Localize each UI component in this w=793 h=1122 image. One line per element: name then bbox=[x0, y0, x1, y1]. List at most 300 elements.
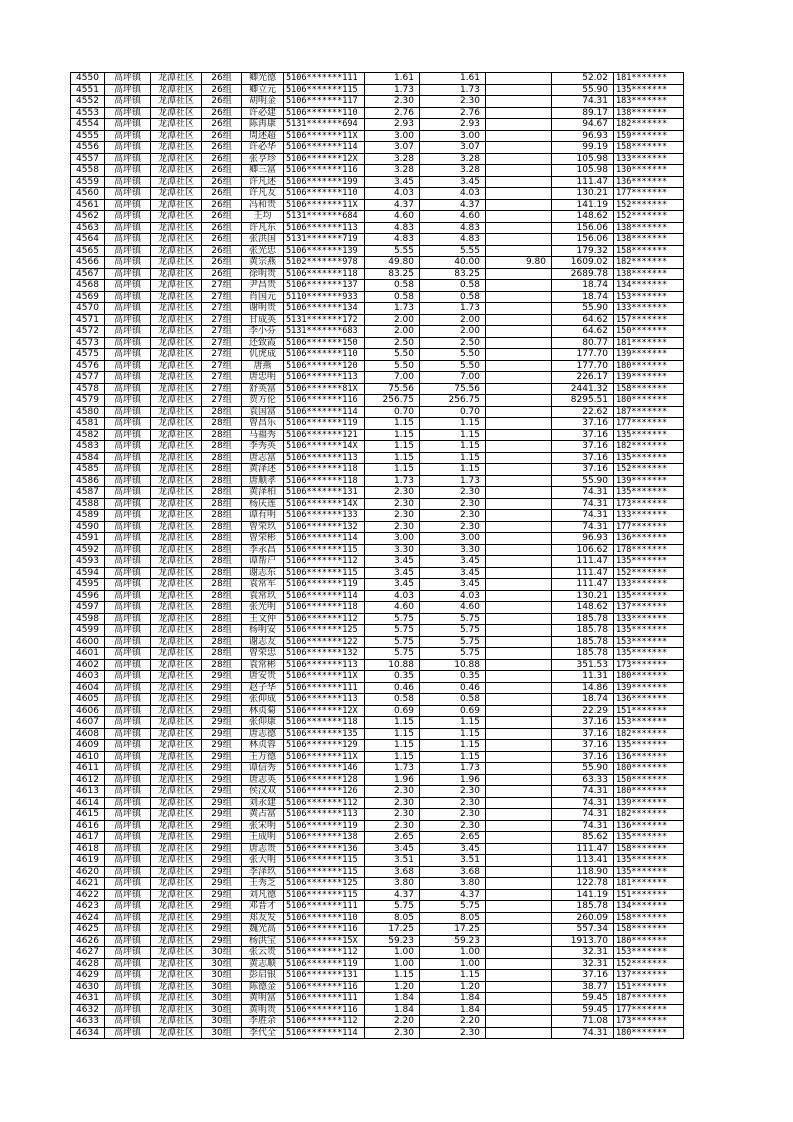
cell-area: 17.25 bbox=[365, 924, 420, 936]
cell-town: 高坪镇 bbox=[105, 96, 151, 108]
cell-community: 龙潭社区 bbox=[151, 429, 202, 441]
cell-group: 30组 bbox=[202, 1004, 242, 1016]
cell-town: 高坪镇 bbox=[105, 682, 151, 694]
cell-town: 高坪镇 bbox=[105, 947, 151, 959]
cell-amount: 113.41 bbox=[552, 855, 614, 867]
table-row bbox=[71, 774, 684, 786]
cell-amount: 37.16 bbox=[552, 429, 614, 441]
cell-name: 唐志贵 bbox=[242, 843, 284, 855]
cell-area-2: 3.45 bbox=[420, 843, 486, 855]
cell-community: 龙潭社区 bbox=[151, 464, 202, 476]
cell-extra bbox=[486, 487, 552, 499]
cell-extra bbox=[486, 797, 552, 809]
cell-extra bbox=[486, 774, 552, 786]
cell-name: 张亨珍 bbox=[242, 153, 284, 165]
cell-phone: 135******* bbox=[614, 855, 684, 867]
cell-amount: 105.98 bbox=[552, 153, 614, 165]
cell-area: 3.07 bbox=[365, 142, 420, 154]
cell-community: 龙潭社区 bbox=[151, 924, 202, 936]
cell-town: 高坪镇 bbox=[105, 832, 151, 844]
cell-id-number: 5106*******121 bbox=[284, 429, 365, 441]
cell-extra bbox=[486, 222, 552, 234]
cell-area: 7.00 bbox=[365, 372, 420, 384]
cell-extra bbox=[486, 291, 552, 303]
cell-id-number: 5106*******112 bbox=[284, 556, 365, 568]
cell-area: 1.15 bbox=[365, 970, 420, 982]
cell-area: 3.00 bbox=[365, 130, 420, 142]
cell-seq: 4586 bbox=[71, 475, 105, 487]
cell-area-2: 83.25 bbox=[420, 268, 486, 280]
cell-name: 李代全 bbox=[242, 1027, 284, 1039]
cell-extra: 9.80 bbox=[486, 257, 552, 269]
cell-phone: 152******* bbox=[614, 199, 684, 211]
cell-group: 29组 bbox=[202, 682, 242, 694]
cell-name: 王均 bbox=[242, 211, 284, 223]
cell-group: 27组 bbox=[202, 314, 242, 326]
cell-id-number: 5106*******132 bbox=[284, 648, 365, 660]
cell-community: 龙潭社区 bbox=[151, 1004, 202, 1016]
cell-area: 4.83 bbox=[365, 222, 420, 234]
cell-amount: 111.47 bbox=[552, 567, 614, 579]
cell-area-2: 3.45 bbox=[420, 176, 486, 188]
cell-phone: 158******* bbox=[614, 383, 684, 395]
cell-extra bbox=[486, 705, 552, 717]
cell-amount: 141.19 bbox=[552, 199, 614, 211]
cell-community: 龙潭社区 bbox=[151, 142, 202, 154]
cell-seq: 4610 bbox=[71, 751, 105, 763]
cell-group: 26组 bbox=[202, 107, 242, 119]
cell-name: 唐忠明 bbox=[242, 372, 284, 384]
cell-area: 8.05 bbox=[365, 912, 420, 924]
cell-id-number: 5106*******81X bbox=[284, 383, 365, 395]
cell-name: 卿三富 bbox=[242, 165, 284, 177]
cell-town: 高坪镇 bbox=[105, 176, 151, 188]
cell-phone: 135******* bbox=[614, 487, 684, 499]
cell-town: 高坪镇 bbox=[105, 360, 151, 372]
cell-area: 4.83 bbox=[365, 234, 420, 246]
cell-id-number: 5106*******113 bbox=[284, 372, 365, 384]
cell-extra bbox=[486, 268, 552, 280]
cell-phone: 187******* bbox=[614, 993, 684, 1005]
cell-town: 高坪镇 bbox=[105, 636, 151, 648]
cell-area: 1.84 bbox=[365, 993, 420, 1005]
cell-extra bbox=[486, 1016, 552, 1028]
cell-community: 龙潭社区 bbox=[151, 441, 202, 453]
cell-seq: 4589 bbox=[71, 510, 105, 522]
cell-town: 高坪镇 bbox=[105, 671, 151, 683]
cell-name: 王文仲 bbox=[242, 613, 284, 625]
cell-extra bbox=[486, 165, 552, 177]
cell-id-number: 5106*******115 bbox=[284, 544, 365, 556]
cell-seq: 4609 bbox=[71, 740, 105, 752]
cell-area: 1.15 bbox=[365, 740, 420, 752]
cell-name: 李泽玖 bbox=[242, 866, 284, 878]
cell-group: 27组 bbox=[202, 360, 242, 372]
cell-community: 龙潭社区 bbox=[151, 590, 202, 602]
cell-area: 1.00 bbox=[365, 947, 420, 959]
cell-town: 高坪镇 bbox=[105, 970, 151, 982]
cell-area-2: 5.55 bbox=[420, 245, 486, 257]
cell-id-number: 5106*******132 bbox=[284, 521, 365, 533]
cell-town: 高坪镇 bbox=[105, 510, 151, 522]
cell-amount: 557.34 bbox=[552, 924, 614, 936]
cell-seq: 4568 bbox=[71, 280, 105, 292]
cell-town: 高坪镇 bbox=[105, 498, 151, 510]
cell-seq: 4615 bbox=[71, 809, 105, 821]
cell-seq: 4575 bbox=[71, 349, 105, 361]
cell-name: 杨明安 bbox=[242, 625, 284, 637]
cell-group: 28组 bbox=[202, 406, 242, 418]
cell-phone: 152******* bbox=[614, 567, 684, 579]
cell-area-2: 3.30 bbox=[420, 544, 486, 556]
cell-phone: 134******* bbox=[614, 280, 684, 292]
cell-area: 1.73 bbox=[365, 475, 420, 487]
cell-phone: 158******* bbox=[614, 245, 684, 257]
cell-extra bbox=[486, 682, 552, 694]
cell-seq: 4555 bbox=[71, 130, 105, 142]
cell-id-number: 5106*******131 bbox=[284, 487, 365, 499]
cell-phone: 136******* bbox=[614, 176, 684, 188]
data-table bbox=[70, 72, 684, 1039]
cell-amount: 55.90 bbox=[552, 303, 614, 315]
cell-area: 0.70 bbox=[365, 406, 420, 418]
cell-community: 龙潭社区 bbox=[151, 234, 202, 246]
cell-town: 高坪镇 bbox=[105, 291, 151, 303]
cell-town: 高坪镇 bbox=[105, 648, 151, 660]
cell-area: 0.46 bbox=[365, 682, 420, 694]
cell-group: 28组 bbox=[202, 441, 242, 453]
cell-name: 甘成英 bbox=[242, 314, 284, 326]
table-row bbox=[71, 636, 684, 648]
cell-seq: 4619 bbox=[71, 855, 105, 867]
cell-extra bbox=[486, 349, 552, 361]
cell-community: 龙潭社区 bbox=[151, 153, 202, 165]
cell-extra bbox=[486, 73, 552, 85]
cell-id-number: 5106*******115 bbox=[284, 889, 365, 901]
cell-area-2: 1.15 bbox=[420, 429, 486, 441]
cell-area: 59.23 bbox=[365, 935, 420, 947]
cell-id-number: 5106*******112 bbox=[284, 947, 365, 959]
cell-id-number: 5131*******684 bbox=[284, 211, 365, 223]
cell-area: 2.30 bbox=[365, 96, 420, 108]
cell-id-number: 5106*******122 bbox=[284, 636, 365, 648]
cell-group: 27组 bbox=[202, 372, 242, 384]
cell-phone: 152******* bbox=[614, 211, 684, 223]
cell-area: 1.84 bbox=[365, 1004, 420, 1016]
cell-group: 27组 bbox=[202, 291, 242, 303]
cell-name: 袁常军 bbox=[242, 579, 284, 591]
table-row bbox=[71, 1016, 684, 1028]
cell-area-2: 1.15 bbox=[420, 970, 486, 982]
cell-area: 3.30 bbox=[365, 544, 420, 556]
cell-phone: 133******* bbox=[614, 579, 684, 591]
cell-name: 黄泽述 bbox=[242, 464, 284, 476]
cell-id-number: 5106*******135 bbox=[284, 728, 365, 740]
cell-area: 1.15 bbox=[365, 418, 420, 430]
cell-extra bbox=[486, 579, 552, 591]
cell-area-2: 0.58 bbox=[420, 291, 486, 303]
cell-area-2: 0.46 bbox=[420, 682, 486, 694]
cell-id-number: 5106*******133 bbox=[284, 510, 365, 522]
cell-community: 龙潭社区 bbox=[151, 360, 202, 372]
cell-seq: 4560 bbox=[71, 188, 105, 200]
cell-area-2: 1.15 bbox=[420, 441, 486, 453]
cell-amount: 111.47 bbox=[552, 556, 614, 568]
cell-id-number: 5106*******128 bbox=[284, 774, 365, 786]
cell-area: 1.15 bbox=[365, 751, 420, 763]
cell-group: 26组 bbox=[202, 176, 242, 188]
cell-town: 高坪镇 bbox=[105, 855, 151, 867]
cell-name: 胡明金 bbox=[242, 96, 284, 108]
cell-town: 高坪镇 bbox=[105, 452, 151, 464]
cell-phone: 153******* bbox=[614, 291, 684, 303]
cell-area: 1.73 bbox=[365, 84, 420, 96]
cell-phone: 135******* bbox=[614, 866, 684, 878]
cell-community: 龙潭社区 bbox=[151, 751, 202, 763]
table-row bbox=[71, 510, 684, 522]
cell-id-number: 5106*******120 bbox=[284, 360, 365, 372]
cell-town: 高坪镇 bbox=[105, 809, 151, 821]
cell-community: 龙潭社区 bbox=[151, 475, 202, 487]
cell-town: 高坪镇 bbox=[105, 84, 151, 96]
cell-phone: 181******* bbox=[614, 73, 684, 85]
cell-id-number: 5106*******115 bbox=[284, 866, 365, 878]
cell-town: 高坪镇 bbox=[105, 257, 151, 269]
table-row bbox=[71, 418, 684, 430]
table-row bbox=[71, 556, 684, 568]
table-row bbox=[71, 257, 684, 269]
cell-phone: 139******* bbox=[614, 372, 684, 384]
table-row bbox=[71, 222, 684, 234]
cell-name: 卿光德 bbox=[242, 73, 284, 85]
cell-town: 高坪镇 bbox=[105, 383, 151, 395]
cell-area: 0.58 bbox=[365, 280, 420, 292]
cell-name: 李小芬 bbox=[242, 326, 284, 338]
cell-seq: 4606 bbox=[71, 705, 105, 717]
table-row bbox=[71, 751, 684, 763]
cell-area-2: 1.73 bbox=[420, 84, 486, 96]
cell-amount: 11.31 bbox=[552, 671, 614, 683]
cell-area-2: 0.70 bbox=[420, 406, 486, 418]
cell-community: 龙潭社区 bbox=[151, 73, 202, 85]
cell-community: 龙潭社区 bbox=[151, 280, 202, 292]
cell-area-2: 1.15 bbox=[420, 728, 486, 740]
cell-area-2: 3.00 bbox=[420, 130, 486, 142]
cell-area-2: 1.61 bbox=[420, 73, 486, 85]
cell-amount: 37.16 bbox=[552, 717, 614, 729]
cell-community: 龙潭社区 bbox=[151, 843, 202, 855]
cell-extra bbox=[486, 360, 552, 372]
cell-extra bbox=[486, 602, 552, 614]
table-row bbox=[71, 567, 684, 579]
cell-community: 龙潭社区 bbox=[151, 84, 202, 96]
cell-area-2: 1.84 bbox=[420, 993, 486, 1005]
cell-extra bbox=[486, 337, 552, 349]
cell-area: 3.28 bbox=[365, 153, 420, 165]
cell-seq: 4616 bbox=[71, 820, 105, 832]
cell-group: 28组 bbox=[202, 602, 242, 614]
cell-amount: 141.19 bbox=[552, 889, 614, 901]
cell-extra bbox=[486, 912, 552, 924]
cell-group: 30组 bbox=[202, 970, 242, 982]
cell-name: 许凡东 bbox=[242, 222, 284, 234]
cell-extra bbox=[486, 429, 552, 441]
table-row bbox=[71, 211, 684, 223]
cell-seq: 4564 bbox=[71, 234, 105, 246]
table-row bbox=[71, 981, 684, 993]
cell-name: 林贞蓉 bbox=[242, 740, 284, 752]
cell-phone: 178******* bbox=[614, 544, 684, 556]
cell-amount: 64.62 bbox=[552, 314, 614, 326]
cell-phone: 180******* bbox=[614, 360, 684, 372]
table-row bbox=[71, 176, 684, 188]
cell-extra bbox=[486, 958, 552, 970]
cell-town: 高坪镇 bbox=[105, 958, 151, 970]
cell-extra bbox=[486, 809, 552, 821]
cell-amount: 74.31 bbox=[552, 96, 614, 108]
cell-name: 舒英富 bbox=[242, 383, 284, 395]
cell-area-2: 8.05 bbox=[420, 912, 486, 924]
cell-area: 2.93 bbox=[365, 119, 420, 131]
cell-id-number: 5106*******114 bbox=[284, 1027, 365, 1039]
table-row bbox=[71, 590, 684, 602]
cell-amount: 185.78 bbox=[552, 636, 614, 648]
cell-area: 0.35 bbox=[365, 671, 420, 683]
cell-area-2: 2.30 bbox=[420, 820, 486, 832]
cell-name: 张大明 bbox=[242, 855, 284, 867]
cell-amount: 22.29 bbox=[552, 705, 614, 717]
cell-extra bbox=[486, 395, 552, 407]
cell-area-2: 1.15 bbox=[420, 717, 486, 729]
cell-group: 30组 bbox=[202, 958, 242, 970]
cell-extra bbox=[486, 636, 552, 648]
cell-id-number: 5106*******14X bbox=[284, 441, 365, 453]
cell-extra bbox=[486, 556, 552, 568]
cell-name: 唐燕 bbox=[242, 360, 284, 372]
cell-community: 龙潭社区 bbox=[151, 832, 202, 844]
cell-community: 龙潭社区 bbox=[151, 705, 202, 717]
cell-group: 29组 bbox=[202, 751, 242, 763]
cell-amount: 177.70 bbox=[552, 360, 614, 372]
cell-group: 28组 bbox=[202, 487, 242, 499]
cell-community: 龙潭社区 bbox=[151, 510, 202, 522]
cell-town: 高坪镇 bbox=[105, 429, 151, 441]
cell-phone: 137******* bbox=[614, 970, 684, 982]
cell-town: 高坪镇 bbox=[105, 993, 151, 1005]
cell-amount: 130.21 bbox=[552, 590, 614, 602]
cell-town: 高坪镇 bbox=[105, 705, 151, 717]
cell-community: 龙潭社区 bbox=[151, 958, 202, 970]
cell-seq: 4631 bbox=[71, 993, 105, 1005]
cell-amount: 74.31 bbox=[552, 809, 614, 821]
cell-group: 28组 bbox=[202, 452, 242, 464]
cell-name: 王秀芝 bbox=[242, 878, 284, 890]
cell-id-number: 5106*******11X bbox=[284, 751, 365, 763]
cell-name: 黄志顺 bbox=[242, 958, 284, 970]
cell-extra bbox=[486, 544, 552, 556]
cell-group: 26组 bbox=[202, 211, 242, 223]
cell-community: 龙潭社区 bbox=[151, 498, 202, 510]
cell-group: 29组 bbox=[202, 912, 242, 924]
cell-area-2: 3.28 bbox=[420, 165, 486, 177]
cell-amount: 63.33 bbox=[552, 774, 614, 786]
cell-area-2: 4.83 bbox=[420, 234, 486, 246]
table-row bbox=[71, 613, 684, 625]
cell-town: 高坪镇 bbox=[105, 280, 151, 292]
cell-extra bbox=[486, 418, 552, 430]
cell-town: 高坪镇 bbox=[105, 119, 151, 131]
cell-area: 1.15 bbox=[365, 464, 420, 476]
cell-id-number: 5110*******933 bbox=[284, 291, 365, 303]
cell-town: 高坪镇 bbox=[105, 556, 151, 568]
table-row bbox=[71, 199, 684, 211]
cell-area-2: 1.96 bbox=[420, 774, 486, 786]
cell-name: 郑友发 bbox=[242, 912, 284, 924]
cell-extra bbox=[486, 383, 552, 395]
cell-amount: 185.78 bbox=[552, 613, 614, 625]
cell-area: 5.75 bbox=[365, 648, 420, 660]
table-row bbox=[71, 797, 684, 809]
cell-id-number: 5106*******112 bbox=[284, 1016, 365, 1028]
cell-area: 3.80 bbox=[365, 878, 420, 890]
cell-phone: 152******* bbox=[614, 464, 684, 476]
cell-seq: 4579 bbox=[71, 395, 105, 407]
table-row bbox=[71, 866, 684, 878]
cell-group: 29组 bbox=[202, 924, 242, 936]
cell-town: 高坪镇 bbox=[105, 579, 151, 591]
cell-town: 高坪镇 bbox=[105, 866, 151, 878]
cell-amount: 22.62 bbox=[552, 406, 614, 418]
cell-town: 高坪镇 bbox=[105, 372, 151, 384]
table-row bbox=[71, 694, 684, 706]
cell-community: 龙潭社区 bbox=[151, 107, 202, 119]
cell-area-2: 0.58 bbox=[420, 280, 486, 292]
cell-area: 0.69 bbox=[365, 705, 420, 717]
cell-extra bbox=[486, 728, 552, 740]
cell-community: 龙潭社区 bbox=[151, 659, 202, 671]
cell-name: 周述超 bbox=[242, 130, 284, 142]
cell-id-number: 5106*******12X bbox=[284, 705, 365, 717]
cell-seq: 4598 bbox=[71, 613, 105, 625]
table-row bbox=[71, 843, 684, 855]
cell-amount: 96.93 bbox=[552, 533, 614, 545]
cell-area: 2.30 bbox=[365, 487, 420, 499]
cell-phone: 177******* bbox=[614, 521, 684, 533]
table-row bbox=[71, 84, 684, 96]
cell-community: 龙潭社区 bbox=[151, 372, 202, 384]
cell-area: 10.88 bbox=[365, 659, 420, 671]
cell-area-2: 59.23 bbox=[420, 935, 486, 947]
cell-area-2: 10.88 bbox=[420, 659, 486, 671]
cell-town: 高坪镇 bbox=[105, 889, 151, 901]
cell-seq: 4608 bbox=[71, 728, 105, 740]
cell-extra bbox=[486, 464, 552, 476]
cell-community: 龙潭社区 bbox=[151, 970, 202, 982]
cell-community: 龙潭社区 bbox=[151, 763, 202, 775]
cell-amount: 74.31 bbox=[552, 487, 614, 499]
cell-seq: 4633 bbox=[71, 1016, 105, 1028]
table-row bbox=[71, 901, 684, 913]
cell-community: 龙潭社区 bbox=[151, 740, 202, 752]
cell-seq: 4618 bbox=[71, 843, 105, 855]
cell-name: 曾荣彬 bbox=[242, 533, 284, 545]
cell-seq: 4552 bbox=[71, 96, 105, 108]
cell-amount: 37.16 bbox=[552, 452, 614, 464]
cell-seq: 4567 bbox=[71, 268, 105, 280]
cell-phone: 173******* bbox=[614, 498, 684, 510]
cell-group: 28组 bbox=[202, 475, 242, 487]
table-row bbox=[71, 153, 684, 165]
